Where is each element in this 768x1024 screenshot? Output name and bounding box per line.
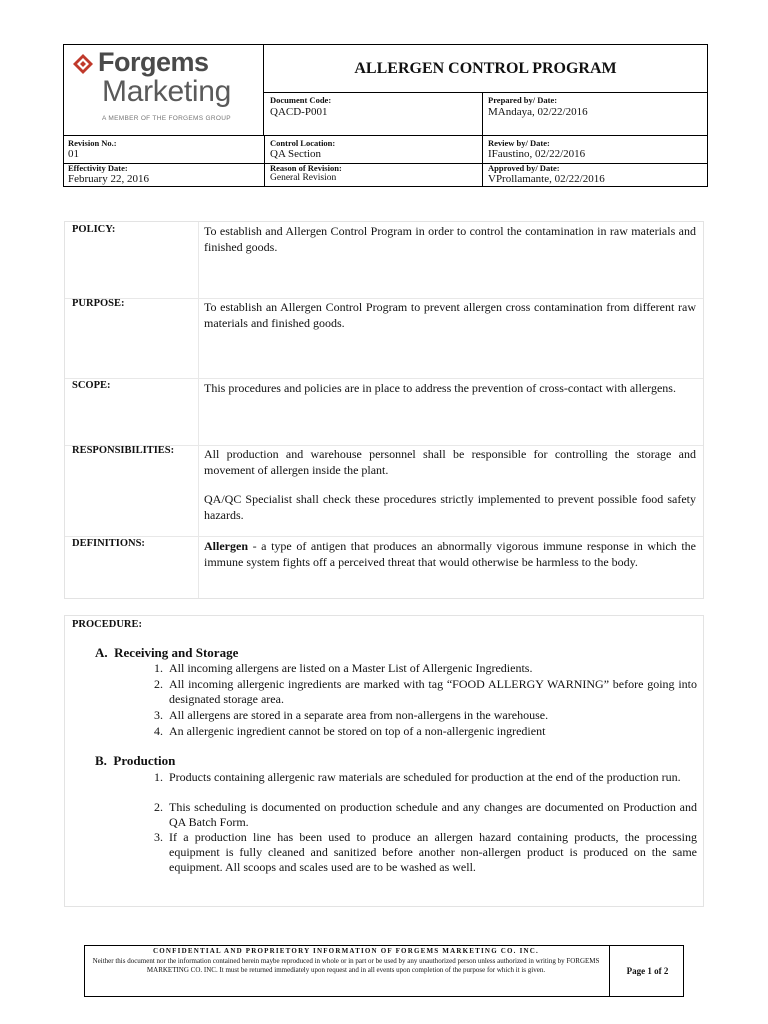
policy-label: POLICY: <box>72 224 116 235</box>
reason-value: General Revision <box>270 173 337 183</box>
scope-text: This procedures and policies are in place to address the prevention of cross-contact with allergens. <box>204 381 676 395</box>
list-item-text: All incoming allergenic ingredients are marked with tag “FOOD ALLERGY WARNING” before going into designated storage area. <box>169 677 697 706</box>
list-number: 2. <box>154 800 163 814</box>
definitions-body: - a type of antigen that produces an abnormally vigorous immune response in which the immune system fights off a perceived threat that would otherwise be harmless to the body. <box>204 539 696 569</box>
list-item <box>154 830 697 875</box>
responsibilities-text-2: QA/QC Specialist shall check these procedures strictly implemented to prevent possible food safety hazards. <box>204 492 696 522</box>
control-location-label: Control Location: <box>270 138 336 148</box>
header-divider <box>64 135 707 136</box>
effectivity-value: February 22, 2016 <box>68 173 149 185</box>
list-item-text: All incoming allergens are listed on a Master List of Allergenic Ingredients. <box>169 661 533 675</box>
list-number: 2. <box>154 677 163 691</box>
purpose-label: PURPOSE: <box>72 298 125 309</box>
company-name-line2: Marketing <box>102 75 232 108</box>
confidentiality-title: CONFIDENTIAL AND PROPRIETORY INFORMATION OF FORGEMS MARKETING CO. INC. <box>153 947 539 955</box>
control-location-value: QA Section <box>270 148 322 160</box>
list-item <box>154 724 697 739</box>
procedure-section <box>64 615 704 907</box>
reason-label: Reason of Revision: <box>270 163 342 173</box>
list-number: 3. <box>154 708 163 722</box>
table-divider <box>198 222 199 598</box>
confidentiality-footer <box>84 945 684 997</box>
purpose-text: To establish an Allergen Control Program to prevent allergen cross contamination from different raw materials and finished goods. <box>204 300 696 330</box>
page-number: Page 1 of 2 <box>609 946 685 996</box>
list-number: 4. <box>154 724 163 738</box>
document-title: ALLERGEN CONTROL PROGRAM <box>264 45 707 93</box>
table-divider <box>65 378 703 379</box>
receiving-storage-heading: A. Receiving and Storage <box>95 645 239 660</box>
scope-label: SCOPE: <box>72 380 111 391</box>
review-by-value: IFaustino, 02/22/2016 <box>488 148 586 160</box>
list-item <box>154 661 697 676</box>
revision-no-label: Revision No.: <box>68 138 117 148</box>
effectivity-label: Effectivity Date: <box>68 163 128 173</box>
company-tagline: A MEMBER OF THE FORGEMS GROUP <box>102 115 231 122</box>
approved-by-value: VProllamante, 02/22/2016 <box>488 173 605 185</box>
header-divider <box>264 135 265 186</box>
list-number: 3. <box>154 830 163 844</box>
list-number: 1. <box>154 770 163 784</box>
document-code-label: Document Code: <box>270 95 332 105</box>
list-item-text: An allergenic ingredient cannot be stored on top of a non-allergenic ingredient <box>169 724 546 738</box>
definitions-term: Allergen <box>204 539 248 553</box>
procedure-label: PROCEDURE: <box>72 619 142 630</box>
document-header <box>63 44 708 187</box>
responsibilities-text-1: All production and warehouse personnel shall be responsible for controlling the storage and movement of allergen inside the plant. <box>204 447 696 477</box>
definitions-text <box>204 538 696 570</box>
list-item-text: This scheduling is documented on production schedule and any changes are documented on Production and QA Batch Form. <box>169 800 697 829</box>
list-item <box>154 770 697 785</box>
gem-logo-icon <box>72 53 94 75</box>
revision-no-value: 01 <box>68 148 79 160</box>
company-name-line1: Forgems <box>98 47 209 77</box>
document-code-value: QACD-P001 <box>270 106 328 118</box>
header-divider <box>482 93 483 186</box>
responsibilities-label: RESPONSIBILITIES: <box>72 445 175 456</box>
header-divider <box>64 163 707 164</box>
review-by-label: Review by/ Date: <box>488 138 550 148</box>
list-number: 1. <box>154 661 163 675</box>
confidentiality-notice <box>87 947 605 976</box>
approved-by-label: Approved by/ Date: <box>488 163 560 173</box>
confidentiality-body: Neither this document nor the information contained herein maybe reproduced in whole or in part or be used by any unauthorized person unless authorized in writing by FORGEMS MARKETING CO. INC. It must be returned immediately upon request and in all events upon completion of the purpose for which it is given. <box>92 956 600 974</box>
policy-table <box>64 221 704 599</box>
list-item-text: If a production line has been used to produce an allergen hazard containing products, the processing equipment is fully cleaned and sanitized before another non-allergen product is produced on the same equipment. All scoops and scales used are to be washed as well. <box>169 830 697 874</box>
policy-text: To establish and Allergen Control Program in order to control the contamination in raw materials and finished goods. <box>204 224 696 254</box>
list-item <box>154 677 697 707</box>
list-item <box>154 708 697 723</box>
list-item-text: All allergens are stored in a separate area from non-allergens in the warehouse. <box>169 708 549 722</box>
prepared-by-value: MAndaya, 02/22/2016 <box>488 106 588 118</box>
company-logo <box>64 45 264 135</box>
list-item <box>154 800 697 830</box>
list-item-text: Products containing allergenic raw materials are scheduled for production at the end of the production run. <box>169 770 681 784</box>
definitions-label: DEFINITIONS: <box>72 538 145 549</box>
production-heading: B. Production <box>95 753 176 768</box>
table-divider <box>65 536 703 537</box>
prepared-by-label: Prepared by/ Date: <box>488 95 558 105</box>
